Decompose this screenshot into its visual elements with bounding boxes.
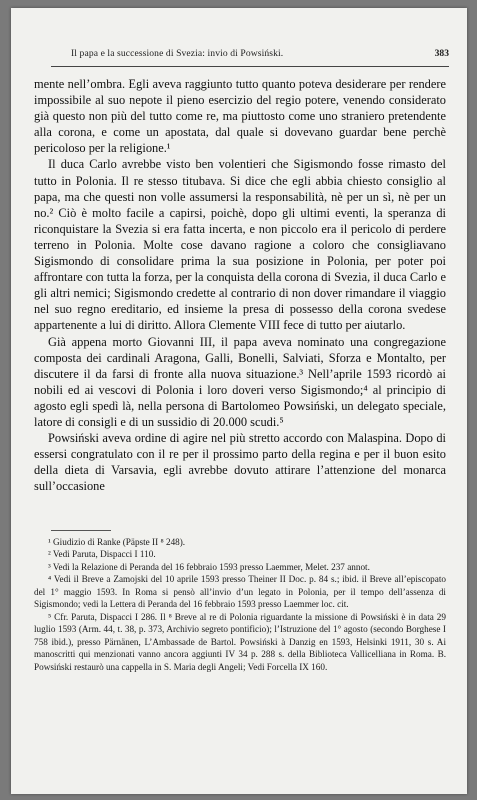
paragraph: Già appena morto Giovanni III, il papa aveva nominato una congregazione composta dei cardinali Aragona, Galli, Bonelli, Salviati, Sforza e Montalto, per discutere il da farsi di fronte alla nuova situazione.³ Nell’aprile 1593 ricordò ai nobili ed ai vescovi di Polonia i loro doveri verso Sigismondo;⁴ al principio di agosto egli spedì là, nella persona di Bartolomeo Powsiński, un delegato speciale, latore di consigli e di un sussidio di 20.000 scudi.⁵: [34, 334, 446, 429]
paragraph: Powsiński aveva ordine di agire nel più stretto accordo con Malaspina. Dopo di essersi congratulato con il re per il prossimo parto della regina e per il buon esito della dieta di Varsavia, egli avrebbe dovuto attirare l’attenzione del monarca sull’occasione: [34, 431, 446, 494]
footnote: ⁵ Cfr. Paruta, Dispacci I 286. Il ⁸ Breve al re di Polonia riguardante la missione di Powsiński è in data 29 luglio 1593 (Arm. 44, t. 38, p. 373, Archivio segreto pontificio); l’Istruzione del 1° agosto (secondo Borghese I 758 ibid.), presso Pärnänen, L’Ambassade de Bartol. Powsiński à Danzig en 1593, Helsinki 1911, 30 s. Ai manoscritti qui menzionati vanno ancora aggiunti IV 34 p. 288 s. della Biblioteca Vallicelliana in Roma. B. Powsiński restaurò una cappella in S. Maria degli Angeli; Vedi Forcella IX 160.: [34, 611, 446, 672]
footnote: ¹ Giudizio di Ranke (Päpste II ⁸ 248).: [48, 537, 186, 547]
footnote: ² Vedi Paruta, Dispacci I 110.: [48, 549, 156, 560]
footnote: ⁴ Vedi il Breve a Zamojski del 10 aprile 1593 presso Theiner II Doc. p. 84 s.; ibid. il Breve all’episcopato del 1° maggio 1593. In Roma si pensò all’invio d’un legato in Polonia, per il tempo dell’assenza di Sigismondo; vedi la Lettera di Peranda del 16 febbraio 1593 presso Laemmer loc. cit.: [34, 574, 446, 610]
page-number: 383: [434, 48, 449, 59]
footnote-separator: [51, 530, 111, 531]
paragraph: Il duca Carlo avrebbe visto ben volentieri che Sigismondo fosse rimasto del tutto in Polonia. Il re stesso titubava. Si dice che egli abbia chiesto consiglio al papa, ma che questi non volle assumersi la responsabilità, nè per un sì, nè per un no.² Ciò è molto facile a capirsi, poichè, dopo gli ultimi eventi, la speranza di riconquistare la Svezia si era fatta incerta, e non piccolo era il pericolo di perdere terreno in Polonia. Molte cose davano ragione a coloro che consigliavano Sigismondo di consolidare prima la sua posizione in Polonia, per poter poi affrontare con tutta la forza, per la conquista della corona di Svezia, il duca Carlo e gli altri nemici; Sigismondo credette al contrario di non dover rimandare il viaggio nel suo regno ereditario, ed insieme la presa di possesso della corona svedese appartenente a lui di diritto. Allora Clemente VIII fece di tutto per aiutarlo.: [34, 157, 446, 333]
footnotes: [34, 536, 446, 673]
running-title: Il papa e la successione di Svezia: invio di Powsiński.: [71, 48, 284, 59]
running-header: [51, 48, 449, 62]
footnote: ³ Vedi la Relazione di Peranda del 16 febbraio 1593 presso Laemmer, Melet. 237 annot.: [48, 561, 370, 572]
paragraph: mente nell’ombra. Egli aveva raggiunto tutto quanto poteva desiderare per rendere impossibile al suo nepote il pieno esercizio del regio potere, venendo considerato già questo non più del tutto come re, ma piuttosto come uno straniero pretendente alla corona, e come un apostata, dal quale si dovevano guardar bene perchè pericoloso per la religione.¹: [34, 77, 446, 156]
book-page: [11, 8, 467, 794]
header-rule: [51, 66, 449, 67]
main-text: [34, 76, 446, 494]
